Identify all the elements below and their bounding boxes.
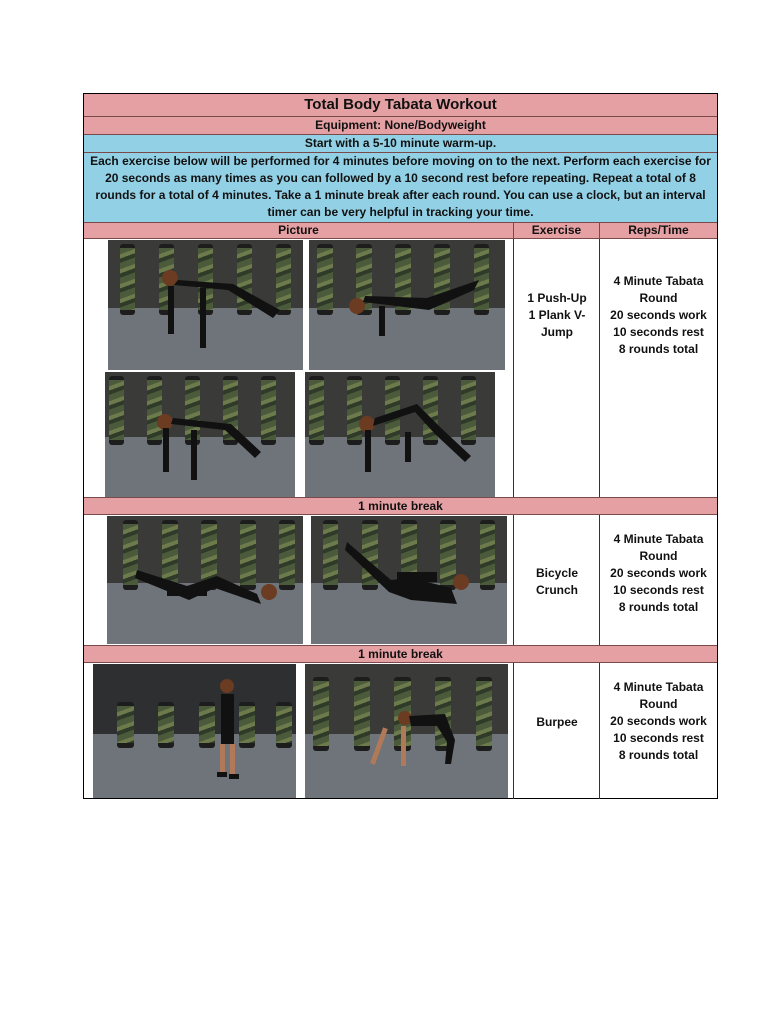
pushup-photo-2 [309,240,505,370]
reps-cell-round-1 [600,273,717,358]
reps-line: Round [639,549,678,563]
exercise-line: 1 Plank V- [528,308,586,322]
workout-table [83,93,718,799]
reps-line: Round [639,291,678,305]
column-header-row [84,223,717,239]
bicycle-crunch-photo-1 [107,516,303,644]
reps-cell-round-2 [600,531,717,616]
reps-line: 4 Minute Tabata [613,680,704,694]
exercise-cell-round-1 [514,290,600,341]
reps-line: 4 Minute Tabata [613,274,704,288]
reps-line: 10 seconds rest [613,325,704,339]
reps-line: 20 seconds work [610,566,707,580]
reps-line: Round [639,697,678,711]
bicycle-crunch-photo-2 [311,516,507,644]
divider [513,239,514,497]
break-row-1: 1 minute break [84,497,717,515]
header-picture: Picture [84,223,514,238]
break-row-2: 1 minute break [84,645,717,663]
exercise-line: Burpee [536,715,578,729]
reps-cell-round-3 [600,679,717,764]
instructions-text: Each exercise below will be performed for 4 minutes before moving on to the next. Perform each exercise for 20 seconds as many times as you can followed by a 10 second rest before repeating. Repeat a total of 8 rounds for a total of 4 minutes. Take a 1 minute break after each round. You can use a clock, but an interval timer can be very helpful in tracking your time. [84,153,717,223]
exercise-line: Bicycle [535,566,579,580]
reps-line: 20 seconds work [610,714,707,728]
exercise-cell-round-2 [514,565,600,599]
plank-vjump-photo-2 [305,372,495,497]
exercise-line: Jump [540,325,573,339]
reps-line: 20 seconds work [610,308,707,322]
reps-line: 10 seconds rest [613,731,704,745]
warmup-line: Start with a 5-10 minute warm-up. [84,135,717,153]
burpee-photo-2 [305,664,508,798]
plank-vjump-photo-1 [105,372,295,497]
reps-line: 8 rounds total [618,748,699,762]
exercise-line: Crunch [536,583,578,597]
divider [513,663,514,799]
equipment-line: Equipment: None/Bodyweight [84,117,717,135]
burpee-photo-1 [93,664,296,798]
header-exercise: Exercise [514,223,600,238]
reps-line: 8 rounds total [618,600,699,614]
pushup-photo-1 [108,240,303,370]
exercise-cell-round-3 [514,714,600,731]
reps-line: 10 seconds rest [613,583,704,597]
reps-line: 8 rounds total [618,342,699,356]
reps-line: 4 Minute Tabata [613,532,704,546]
exercise-line: 1 Push-Up [527,291,587,305]
page-title: Total Body Tabata Workout [84,94,717,117]
header-reps: Reps/Time [628,223,689,237]
